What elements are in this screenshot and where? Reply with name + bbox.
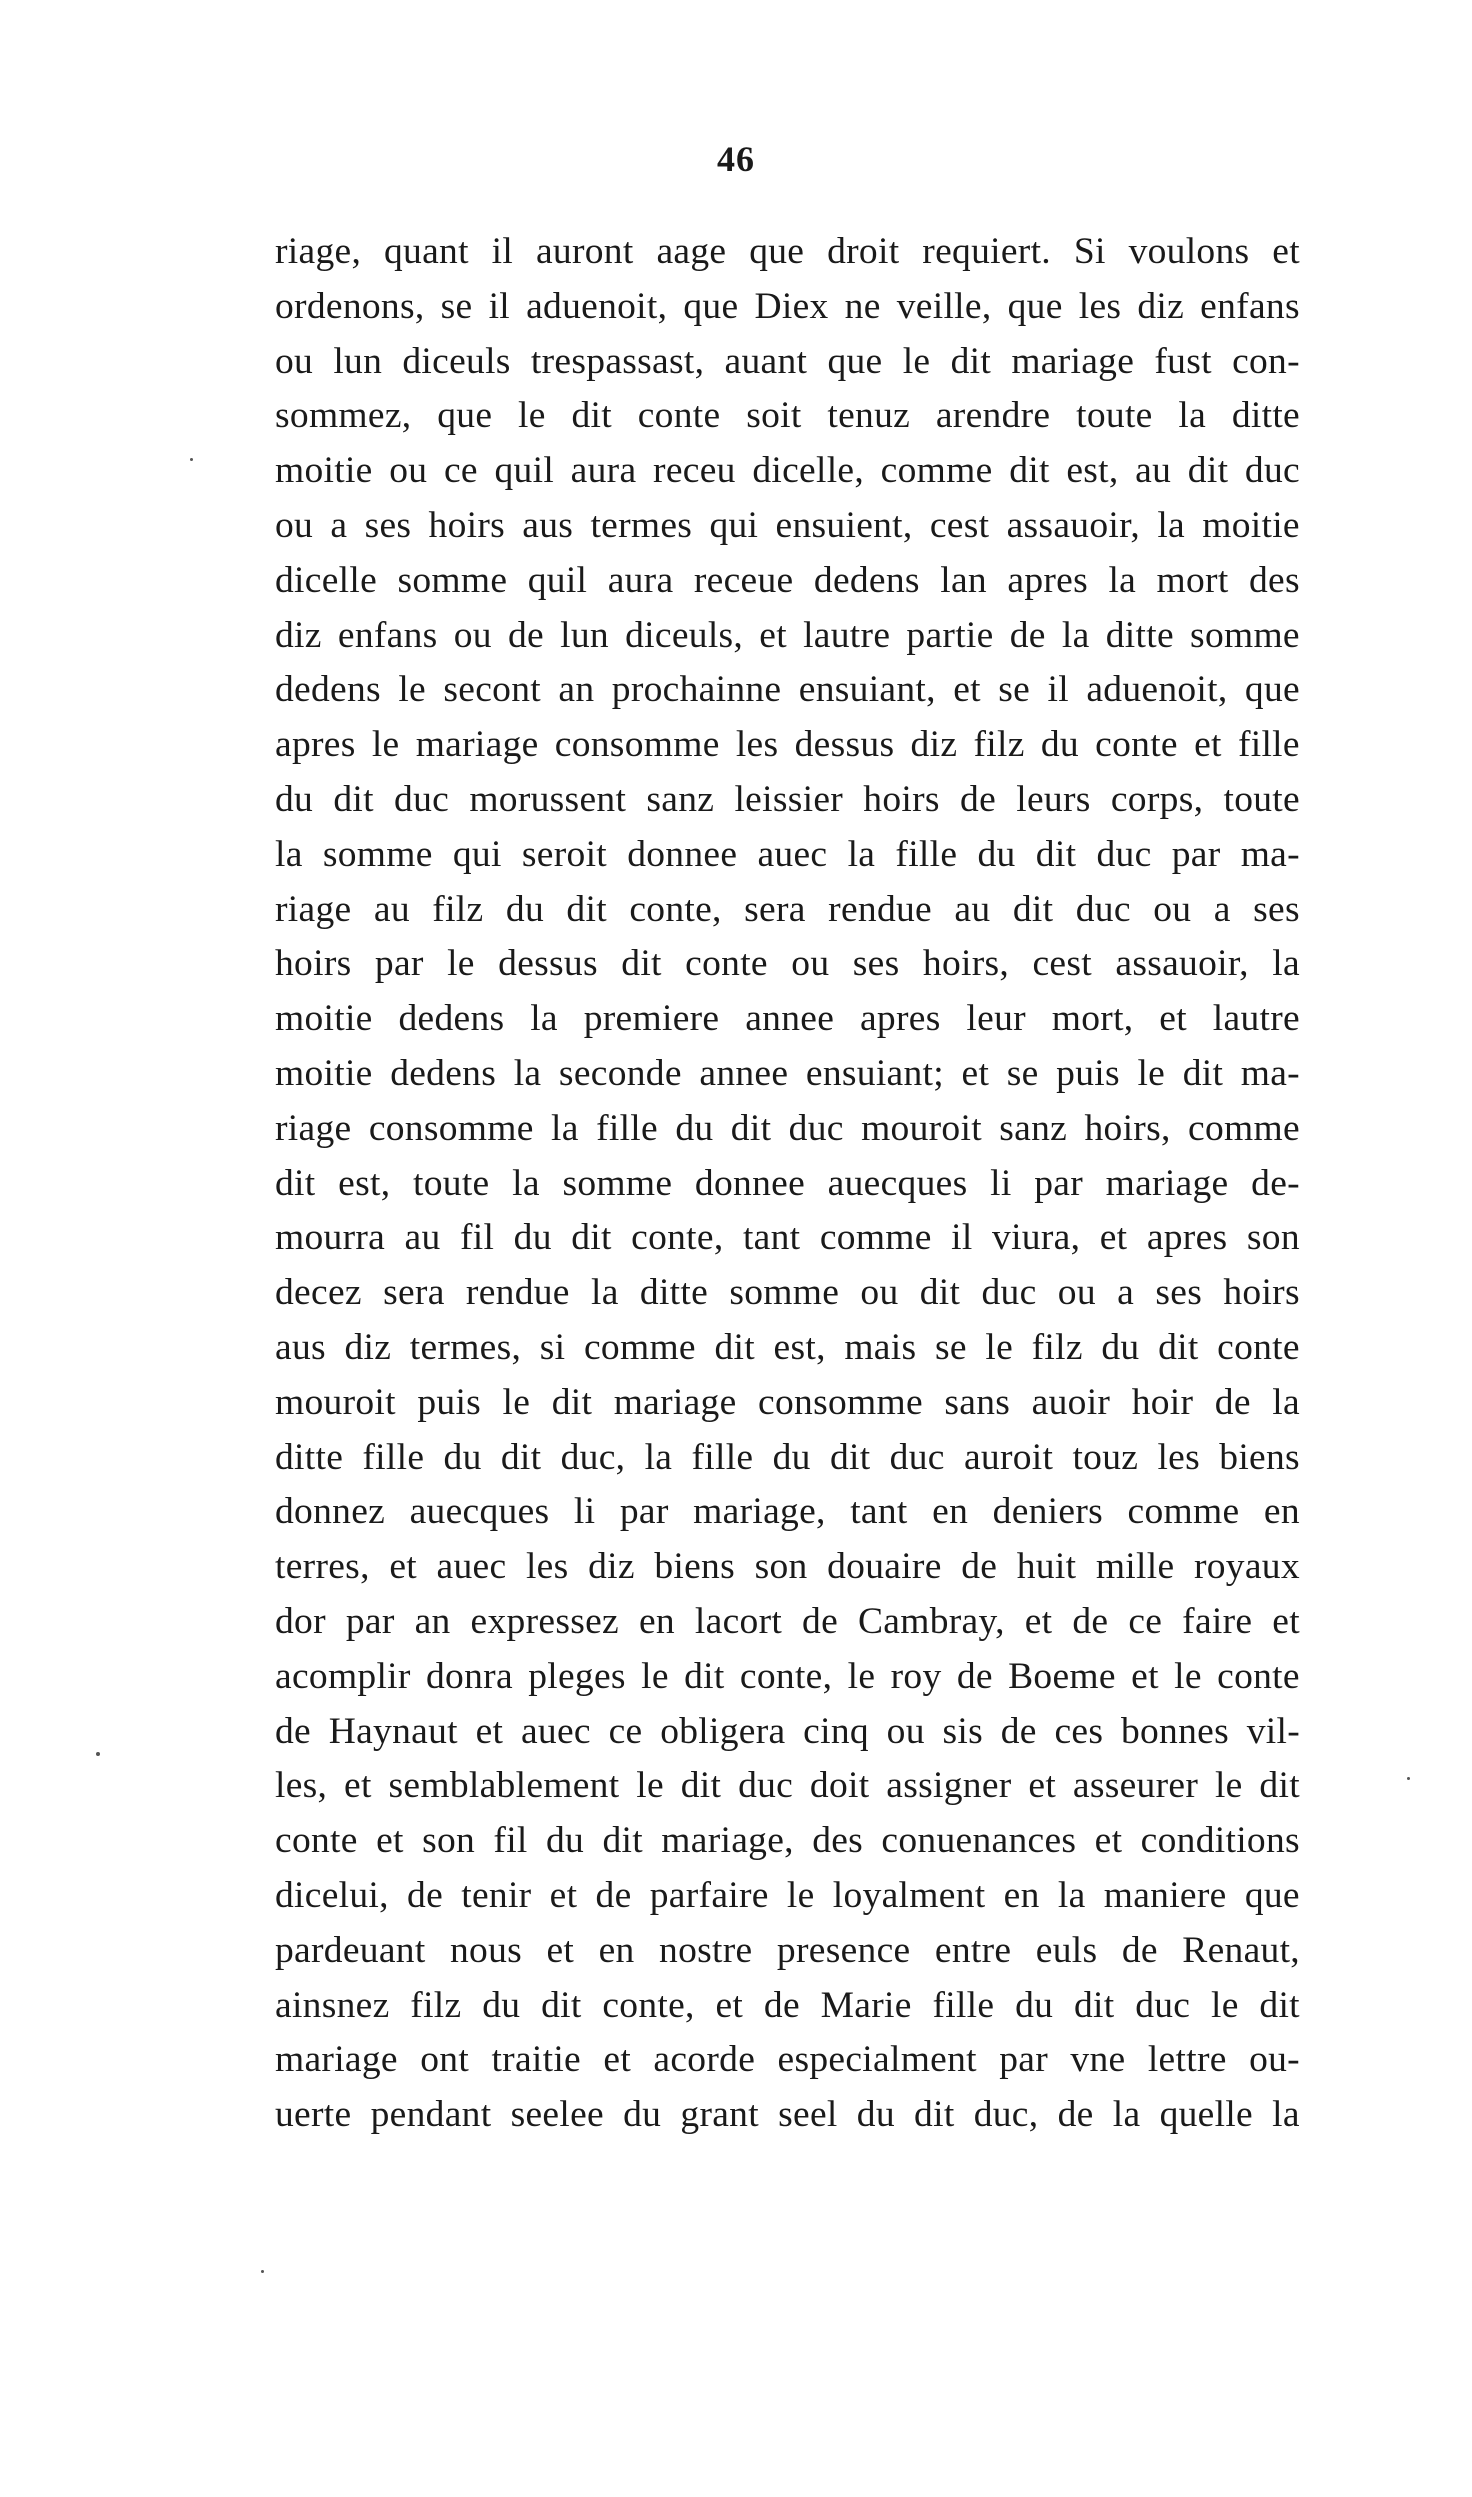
text-line: diz enfans ou de lun diceuls, et lautre partie de la ditte somme: [275, 614, 1300, 656]
text-line: pardeuant nous et en nostre presence entre euls de Renaut,: [275, 1929, 1300, 1971]
text-line: moitie dedens la premiere annee apres leur mort, et lautre: [275, 998, 1300, 1040]
text-line: ou a ses hoirs aus termes qui ensuient, cest assauoir, la moitie: [275, 504, 1300, 546]
text-line: moitie dedens la seconde annee ensuiant; et se puis le dit ma-: [275, 1052, 1300, 1094]
text-line: riage consomme la fille du dit duc mouroit sanz hoirs, comme: [275, 1107, 1300, 1149]
scan-speck: [96, 1752, 100, 1756]
text-line: uerte pendant seelee du grant seel du dit duc, de la quelle la: [275, 2094, 1300, 2136]
text-line: donnez auecques li par mariage, tant en deniers comme en: [275, 1491, 1300, 1533]
text-line: ditte fille du dit duc, la fille du dit duc auroit touz les biens: [275, 1436, 1300, 1478]
text-line: hoirs par le dessus dit conte ou ses hoirs, cest assauoir, la: [275, 943, 1300, 985]
text-line: dicelle somme quil aura receue dedens lan apres la mort des: [275, 559, 1300, 601]
text-line: conte et son fil du dit mariage, des conuenances et conditions: [275, 1820, 1300, 1862]
text-line: dor par an expressez en lacort de Cambray, et de ce faire et: [275, 1600, 1300, 1642]
scan-speck: [261, 2270, 264, 2273]
text-line: dedens le secont an prochainne ensuiant, et se il aduenoit, que: [275, 669, 1300, 711]
body-text: [275, 225, 1300, 2143]
text-line: acomplir donra pleges le dit conte, le roy de Boeme et le conte: [275, 1655, 1300, 1697]
text-line: dicelui, de tenir et de parfaire le loyalment en la maniere que: [275, 1874, 1300, 1916]
text-line: terres, et auec les diz biens son douaire de huit mille royaux: [275, 1546, 1300, 1588]
text-line: sommez, que le dit conte soit tenuz arendre toute la ditte: [275, 395, 1300, 437]
text-line: decez sera rendue la ditte somme ou dit duc ou a ses hoirs: [275, 1272, 1300, 1314]
text-line: dit est, toute la somme donnee auecques li par mariage de-: [275, 1162, 1300, 1204]
text-line: aus diz termes, si comme dit est, mais se le filz du dit conte: [275, 1326, 1300, 1368]
text-line: la somme qui seroit donnee auec la fille du dit duc par ma-: [275, 833, 1300, 875]
text-line: mouroit puis le dit mariage consomme sans auoir hoir de la: [275, 1381, 1300, 1423]
text-line: de Haynaut et auec ce obligera cinq ou sis de ces bonnes vil-: [275, 1710, 1300, 1752]
text-line: riage au filz du dit conte, sera rendue au dit duc ou a ses: [275, 888, 1300, 930]
text-line: ordenons, se il aduenoit, que Diex ne veille, que les diz enfans: [275, 285, 1300, 327]
text-line: ainsnez filz du dit conte, et de Marie fille du dit duc le dit: [275, 1984, 1300, 2026]
text-line: ou lun diceuls trespassast, auant que le dit mariage fust con-: [275, 340, 1300, 382]
text-line: du dit duc morussent sanz leissier hoirs de leurs corps, toute: [275, 778, 1300, 820]
text-line: mariage ont traitie et acorde especialment par vne lettre ou-: [275, 2039, 1300, 2081]
text-line: riage, quant il auront aage que droit requiert. Si voulons et: [275, 231, 1300, 272]
text-line: moitie ou ce quil aura receu dicelle, comme dit est, au dit duc: [275, 450, 1300, 492]
text-line: les, et semblablement le dit duc doit assigner et asseurer le dit: [275, 1765, 1300, 1807]
scan-speck: [1407, 1777, 1410, 1780]
text-line: apres le mariage consomme les dessus diz filz du conte et fille: [275, 724, 1300, 766]
scan-speck: [190, 458, 193, 461]
page-number: 46: [717, 139, 755, 179]
text-line: mourra au fil du dit conte, tant comme il viura, et apres son: [275, 1217, 1300, 1259]
